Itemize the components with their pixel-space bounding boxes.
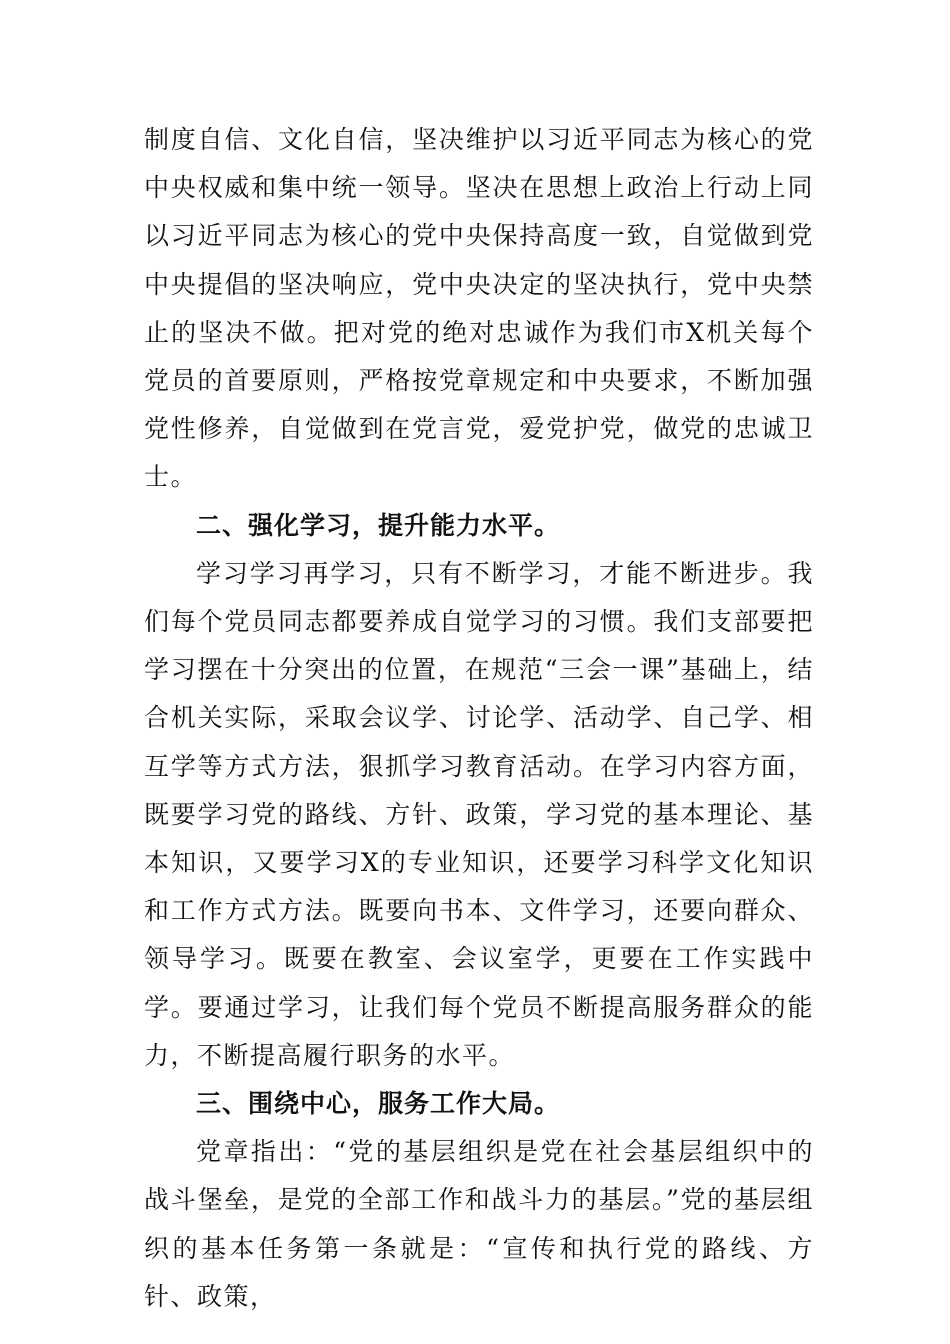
paragraph-study: 学习学习再学习，只有不断学习，才能不断进步。我们每个党员同志都要养成自觉学习的习惯。我们支部要把学习摆在十分突出的位置，在规范“三会一课”基础上，结合机关实际，采取会议学、讨论学、活动学、自己学、相互学等方式方法，狠抓学习教育活动。在学习内容方面，既要学习党的路线、方针、政策，学习党的基本理论、基本知识，又要学习X的专业知识，还要学习科学文化知识和工作方式方法。既要向书本、文件学习，还要向群众、领导学习。既要在教室、会议室学，更要在工作实践中学。要通过学习，让我们每个党员不断提高服务群众的能力，不断提高履行职务的水平。 — [144, 558, 814, 1070]
section-heading-study: 二、强化学习，提升能力水平。 — [196, 510, 561, 540]
section-heading-center: 三、围绕中心，服务工作大局。 — [196, 1089, 561, 1119]
paragraph-party-charter: 党章指出：“党的基层组织是党在社会基层组织中的战斗堡垒，是党的全部工作和战斗力的基层。”党的基层组织的基本任务第一条就是：“宣传和执行党的路线、方针、政策， — [144, 1137, 814, 1311]
document-body — [144, 116, 814, 1321]
paragraph-loyalty: 制度自信、文化自信，坚决维护以习近平同志为核心的党中央权威和集中统一领导。坚决在思想上政治上行动上同以习近平同志为核心的党中央保持高度一致，自觉做到党中央提倡的坚决响应，党中央决定的坚决执行，党中央禁止的坚决不做。把对党的绝对忠诚作为我们市X机关每个党员的首要原则，严格按党章规定和中央要求，不断加强党性修养，自觉做到在党言党，爱党护党，做党的忠诚卫士。 — [144, 125, 814, 492]
